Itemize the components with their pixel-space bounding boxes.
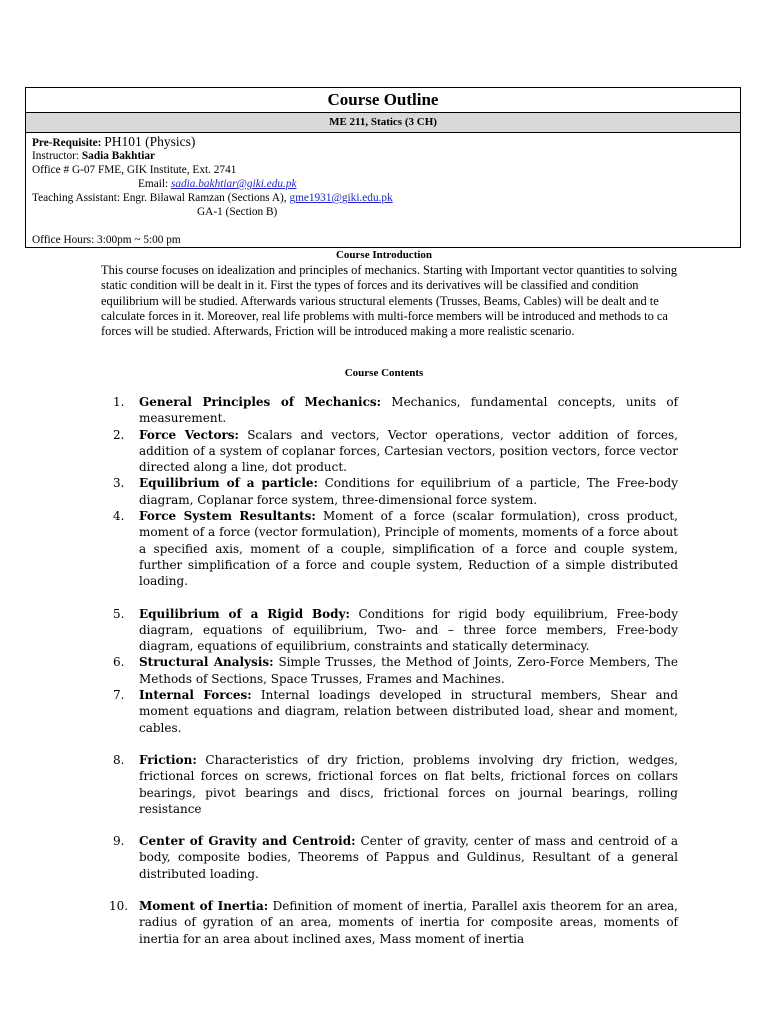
ta-label: Teaching Assistant: Engr. Bilawal Ramzan (Sections A),: [32, 192, 287, 204]
item-number: 6.: [113, 655, 125, 670]
item-title: Force System Resultants:: [139, 509, 316, 524]
blank-row: [32, 219, 734, 233]
page-title: Course Outline: [26, 88, 740, 113]
list-item: [113, 427, 678, 476]
course-outline-box: [25, 87, 741, 248]
spacer: [113, 882, 678, 898]
teaching-assistant-row: [32, 191, 734, 205]
item-text: Center of gravity, center of mass and centroid of a body, composite bodies, Theorems of Pappus and Guldinus, Resultant of a general distributed loading.: [139, 834, 678, 881]
spacer: [113, 817, 678, 833]
item-number: 5.: [113, 606, 125, 621]
list-item: [113, 394, 678, 427]
item-number: 2.: [113, 427, 125, 442]
list-item: [113, 475, 678, 508]
office-row: Office # G-07 FME, GIK Institute, Ext. 2741: [32, 164, 237, 176]
list-item: [109, 898, 678, 947]
item-text: Simple Trusses, the Method of Joints, Zero-Force Members, The Methods of Sections, Space Trusses, Frames and Machines.: [139, 655, 678, 686]
office-hours-row: Office Hours: 3:00pm ~ 5:00 pm: [32, 234, 181, 246]
course-contents-list: [109, 394, 679, 947]
course-introduction-heading: Course Introduction: [335, 249, 433, 261]
instructor-row: [32, 149, 734, 163]
intro-line: forces will be studied. Afterwards, Friction will be introduced making a more realistic scenario.: [101, 324, 575, 339]
item-text: Definition of moment of inertia, Parallel axis theorem for an area, radius of gyration of an area, moments of inertia for composite areas, moments of inertia for an area about inclined axes, Mass moment of inertia: [139, 899, 678, 946]
item-title: Force Vectors:: [139, 427, 239, 442]
item-title: Equilibrium of a Rigid Body:: [139, 606, 350, 621]
list-item: [113, 654, 678, 687]
instructor-email-link[interactable]: sadia.bakhtiar@giki.edu.pk: [170, 178, 297, 190]
list-item: [113, 606, 678, 655]
ta-second-row: GA-1 (Section B): [197, 206, 278, 218]
list-item: [113, 752, 678, 817]
email-label: Email:: [138, 178, 169, 190]
item-title: Moment of Inertia:: [139, 899, 269, 914]
prereq-label: Pre-Requisite:: [32, 137, 102, 149]
course-info: [26, 133, 740, 249]
instructor-name: Sadia Bakhtiar: [81, 150, 156, 162]
intro-line: static condition will be dealt in it. First the types of forces and its derivatives will be classified and condition: [101, 278, 639, 293]
course-code-bar: ME 211, Statics (3 CH): [26, 113, 740, 133]
item-title: Friction:: [139, 752, 197, 767]
item-text: Mechanics, fundamental concepts, units of measurement.: [139, 395, 679, 426]
course-introduction-text: [101, 263, 768, 339]
item-title: General Principles of Mechanics:: [139, 395, 382, 409]
intro-line: This course focuses on idealization and principles of mechanics. Starting with Important vector quantities to solving: [101, 263, 678, 277]
course-contents-heading: Course Contents: [344, 367, 424, 379]
email-row: [32, 177, 734, 191]
item-title: Equilibrium of a particle:: [139, 476, 318, 491]
item-text: Scalars and vectors, Vector operations, vector addition of forces, addition of a system of coplanar forces, Cartesian vectors, position vectors, force vector directed along a line, dot product.: [139, 427, 678, 475]
instructor-label: Instructor:: [32, 150, 80, 162]
item-number: 4.: [113, 509, 125, 524]
item-text: Moment of a force (scalar formulation), cross product, moment of a force (vector formulation), Principle of moments, moments of a force about a specified axis, moment of a couple, simplification of a force and couple system, further simplification of a force and couple system, Reduction of a simple distributed loading.: [139, 509, 678, 589]
spacer: [113, 590, 678, 606]
item-text: Conditions for rigid body equilibrium, Free-body diagram, equations of equilibrium, Two- and – three force members, Free-body diagram, equations of equilibrium, constraints and statically determinacy.: [139, 606, 679, 654]
list-item: [113, 508, 678, 589]
prereq-value: PH101 (Physics): [104, 134, 196, 149]
item-text: Conditions for equilibrium of a particle, The Free-body diagram, Coplanar force system, three-dimensional force system.: [139, 476, 678, 507]
item-title: Center of Gravity and Centroid:: [139, 834, 356, 849]
item-number: 10.: [109, 899, 129, 914]
item-title: Structural Analysis:: [139, 655, 274, 670]
spacer: [113, 736, 678, 752]
ta-email-link[interactable]: gme1931@giki.edu.pk: [289, 192, 393, 204]
intro-line: calculate forces in it. Moreover, real life problems with multi-force members will be introduced and methods to ca: [101, 308, 668, 323]
item-number: 1.: [113, 395, 125, 409]
list-item: [113, 687, 678, 736]
list-item: [113, 833, 678, 882]
item-number: 8.: [113, 752, 125, 767]
item-number: 7.: [113, 688, 125, 703]
item-number: 3.: [113, 476, 125, 491]
item-number: 9.: [113, 834, 125, 849]
item-title: Internal Forces:: [139, 688, 252, 703]
item-text: Characteristics of dry friction, problems involving dry friction, wedges, frictional forces on screws, frictional forces on flat belts, frictional forces on collars bearings, pivot bearings and discs, frictional forces on journal bearings, rolling resistance: [139, 752, 678, 816]
intro-line: equilibrium will be studied. Afterwards various structural elements (Trusses, Beams, Cables) will be dealt and te: [101, 293, 659, 308]
item-text: Internal loadings developed in structural members, Shear and moment equations and diagram, relation between distributed load, shear and moment, cables.: [139, 688, 679, 735]
prerequisite-row: [32, 135, 734, 149]
